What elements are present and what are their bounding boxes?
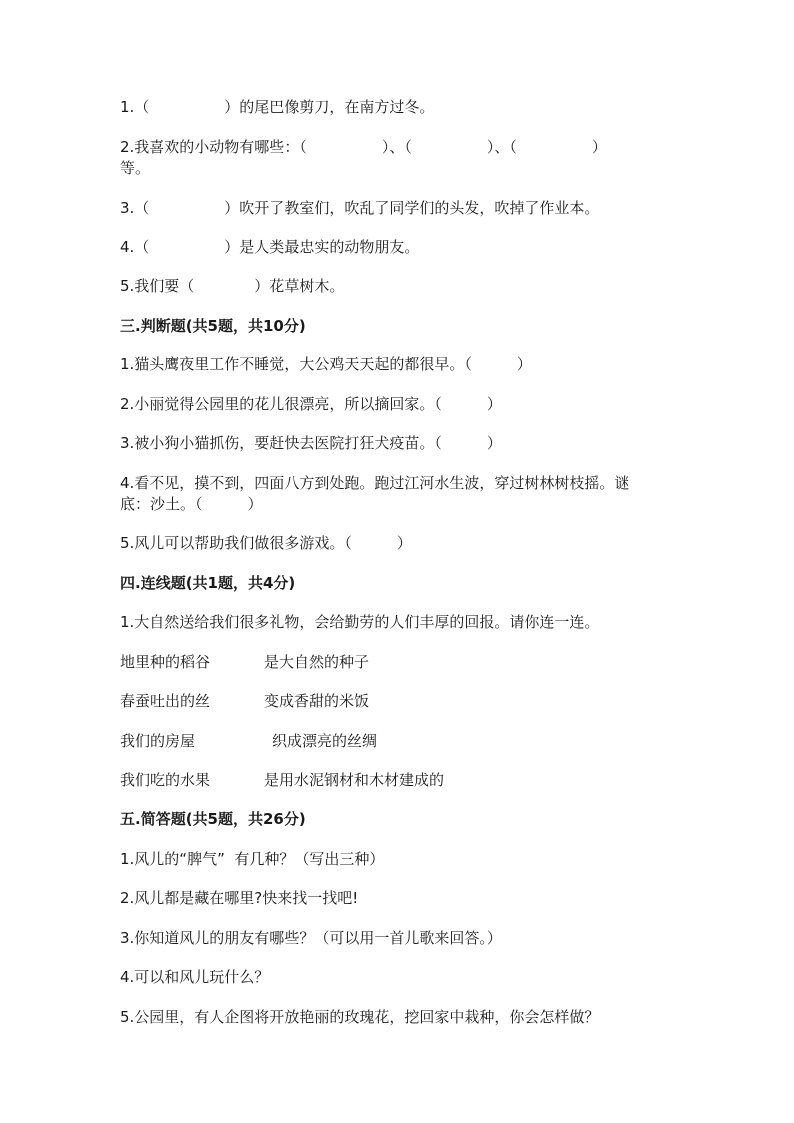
matching-right-3: 织成漂亮的丝绸 — [272, 732, 378, 750]
true-false-item-1: 1.猫头鹰夜里工作不睡觉，大公鸡天天起的都很早。（ ） — [120, 355, 532, 373]
fill-blank-1: 1.（ ）的尾巴像剪刀，在南方过冬。 — [120, 98, 435, 116]
matching-left-3: 我们的房屋 — [120, 732, 196, 750]
matching-question: 1.大自然送给我们很多礼物，会给勤劳的人们丰厚的回报。请你连一连。 — [120, 613, 600, 631]
matching-left-1: 地里种的稻谷 — [120, 653, 211, 671]
section-heading-short-answer: 五.简答题(共5题，共26分) — [120, 810, 306, 828]
matching-left-2: 春蚕吐出的丝 — [120, 692, 211, 710]
short-answer-item-1: 1.风儿的“脾气” 有几种？（写出三种） — [120, 850, 385, 868]
short-answer-item-3: 3.你知道风儿的朋友有哪些？（可以用一首儿歌来回答。） — [120, 929, 502, 947]
fill-blank-2: 2.我喜欢的小动物有哪些：（ ）、（ ）、（ ） — [120, 138, 607, 156]
section-heading-matching: 四.连线题(共1题，共4分) — [120, 574, 296, 592]
short-answer-item-4: 4.可以和风儿玩什么？ — [120, 968, 270, 986]
fill-blank-3: 3.（ ）吹开了教室们，吹乱了同学们的头发，吹掉了作业本。 — [120, 199, 600, 217]
fill-blank-4: 4.（ ）是人类最忠实的动物朋友。 — [120, 238, 420, 256]
true-false-item-4-continued: 底：沙土。（ ） — [120, 495, 263, 513]
true-false-item-2: 2.小丽觉得公园里的花儿很漂亮，所以摘回家。（ ） — [120, 395, 502, 413]
matching-left-4: 我们吃的水果 — [120, 771, 211, 789]
true-false-item-4: 4.看不见，摸不到，四面八方到处跑。跑过江河水生波，穿过树林树枝摇。谜 — [120, 474, 630, 492]
fill-blank-2-continued: 等。 — [120, 159, 151, 177]
fill-blank-5: 5.我们要（ ）花草树木。 — [120, 277, 345, 295]
matching-right-1: 是大自然的种子 — [264, 653, 370, 671]
short-answer-item-5: 5.公园里，有人企图将开放艳丽的玫瑰花，挖回家中栽种，你会怎样做？ — [120, 1008, 600, 1026]
true-false-item-5: 5.风儿可以帮助我们做很多游戏。（ ） — [120, 534, 412, 552]
true-false-item-3: 3.被小狗小猫抓伤，要赶快去医院打狂犬疫苗。（ ） — [120, 434, 502, 452]
section-heading-true-false: 三.判断题(共5题，共10分) — [120, 317, 306, 335]
matching-right-4: 是用水泥钢材和木材建成的 — [264, 771, 445, 789]
short-answer-item-2: 2.风儿都是藏在哪里?快来找一找吧! — [120, 889, 359, 907]
matching-right-2: 变成香甜的米饭 — [264, 692, 370, 710]
